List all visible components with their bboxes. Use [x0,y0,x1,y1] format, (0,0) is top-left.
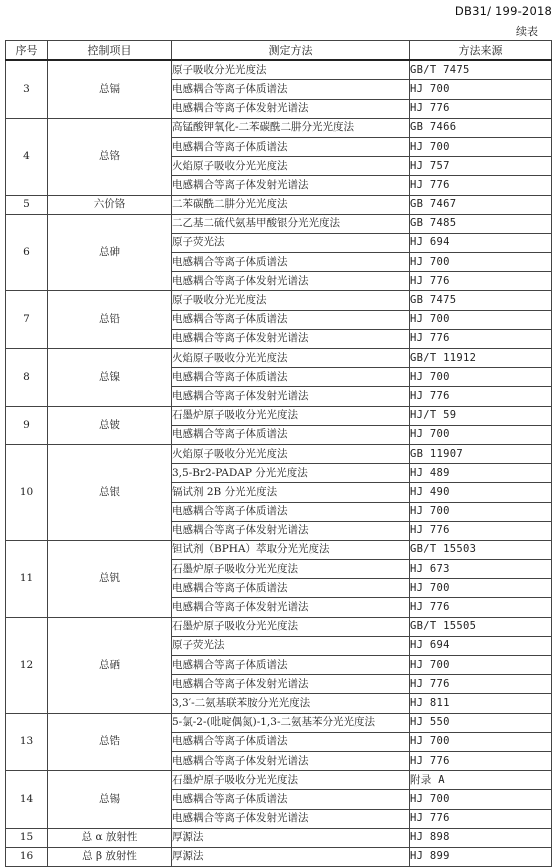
control-item: 总 β 放射性 [48,847,172,866]
method-cell: 高锰酸钾氧化-二苯碳酰二肼分光光度法 [172,118,410,137]
method-cell: 电感耦合等离子体质谱法 [172,579,410,598]
source-cell: HJ 700 [410,656,552,675]
source-cell: HJ 700 [410,80,552,99]
control-item: 总锆 [48,713,172,771]
methods-table [5,40,552,867]
source-cell: HJ 700 [410,368,552,387]
table-row [6,540,552,559]
header-method: 测定方法 [172,41,410,61]
source-cell: HJ 694 [410,233,552,252]
row-number: 8 [6,349,48,407]
control-item: 总铍 [48,406,172,444]
method-cell: 电感耦合等离子体质谱法 [172,253,410,272]
control-item: 总铬 [48,118,172,195]
row-number: 5 [6,195,48,214]
source-cell: GB/T 15505 [410,617,552,636]
method-cell: 原子荧光法 [172,233,410,252]
row-number: 14 [6,771,48,829]
source-cell: HJ 898 [410,828,552,847]
row-number: 16 [6,847,48,866]
method-cell: 电感耦合等离子体质谱法 [172,310,410,329]
source-cell: HJ 776 [410,809,552,828]
table-row [6,713,552,732]
method-cell: 电感耦合等离子体发射光谱法 [172,809,410,828]
row-number: 4 [6,118,48,195]
source-cell: HJ 776 [410,521,552,540]
method-cell: 钽试剂（BPHA）萃取分光光度法 [172,540,410,559]
header-no: 序号 [6,41,48,61]
control-item: 总镍 [48,349,172,407]
source-cell: GB 11907 [410,444,552,463]
source-cell: HJ 700 [410,425,552,444]
source-cell: HJ 700 [410,137,552,156]
method-cell: 石墨炉原子吸收分光光度法 [172,771,410,790]
table-header-row [6,41,552,61]
method-cell: 电感耦合等离子体发射光谱法 [172,598,410,617]
source-cell: HJ 700 [410,310,552,329]
method-cell: 厚源法 [172,828,410,847]
source-cell: HJ 700 [410,253,552,272]
source-cell: HJ 776 [410,675,552,694]
table-row [6,349,552,368]
source-cell: HJ 899 [410,847,552,866]
source-cell: GB 7467 [410,195,552,214]
method-cell: 原子荧光法 [172,636,410,655]
table-row [6,60,552,80]
method-cell: 电感耦合等离子体质谱法 [172,368,410,387]
table-row [6,214,552,233]
method-cell: 电感耦合等离子体质谱法 [172,80,410,99]
row-number: 13 [6,713,48,771]
method-cell: 厚源法 [172,847,410,866]
method-cell: 火焰原子吸收分光光度法 [172,349,410,368]
source-cell: HJ 776 [410,329,552,348]
source-cell: GB/T 7475 [410,60,552,80]
control-item: 六价铬 [48,195,172,214]
source-cell: GB 7475 [410,291,552,310]
source-cell: HJ 776 [410,387,552,406]
source-cell: HJ 700 [410,790,552,809]
method-cell: 电感耦合等离子体发射光谱法 [172,329,410,348]
method-cell: 石墨炉原子吸收分光光度法 [172,617,410,636]
source-cell: HJ 694 [410,636,552,655]
source-cell: HJ 811 [410,694,552,713]
document-code: DB31/ 199-2018 [454,4,552,18]
method-cell: 3,5-Br2-PADAP 分光光度法 [172,464,410,483]
source-cell: 附录 A [410,771,552,790]
source-cell: HJ 757 [410,157,552,176]
control-item: 总钒 [48,540,172,617]
control-item: 总硒 [48,617,172,713]
method-cell: 电感耦合等离子体发射光谱法 [172,387,410,406]
method-cell: 电感耦合等离子体质谱法 [172,502,410,521]
method-cell: 二苯碳酰二肼分光光度法 [172,195,410,214]
method-cell: 火焰原子吸收分光光度法 [172,444,410,463]
source-cell: GB/T 11912 [410,349,552,368]
method-cell: 火焰原子吸收分光光度法 [172,157,410,176]
header-source: 方法来源 [410,41,552,61]
source-cell: HJ 673 [410,560,552,579]
control-item: 总铅 [48,291,172,349]
row-number: 10 [6,444,48,540]
source-cell: HJ 776 [410,272,552,291]
table-body [6,60,552,866]
table-row [6,771,552,790]
method-cell: 5-氯-2-(吡啶偶氮)-1,3-二氨基苯分光光度法 [172,713,410,732]
row-number: 6 [6,214,48,291]
method-cell: 电感耦合等离子体发射光谱法 [172,751,410,770]
table-row [6,828,552,847]
source-cell: HJ 776 [410,598,552,617]
method-cell: 镉试剂 2B 分光光度法 [172,483,410,502]
source-cell: HJ 776 [410,751,552,770]
source-cell: HJ 776 [410,176,552,195]
row-number: 9 [6,406,48,444]
row-number: 3 [6,60,48,118]
table-row [6,444,552,463]
control-item: 总锡 [48,771,172,829]
row-number: 15 [6,828,48,847]
row-number: 11 [6,540,48,617]
source-cell: GB 7485 [410,214,552,233]
method-cell: 二乙基二硫代氨基甲酸银分光光度法 [172,214,410,233]
method-cell: 电感耦合等离子体发射光谱法 [172,272,410,291]
control-item: 总 α 放射性 [48,828,172,847]
table-row [6,617,552,636]
method-cell: 石墨炉原子吸收分光光度法 [172,560,410,579]
method-cell: 电感耦合等离子体发射光谱法 [172,176,410,195]
method-cell: 电感耦合等离子体质谱法 [172,732,410,751]
source-cell: HJ 776 [410,99,552,118]
header-control-item: 控制项目 [48,41,172,61]
row-number: 7 [6,291,48,349]
source-cell: HJ 550 [410,713,552,732]
source-cell: HJ 700 [410,732,552,751]
source-cell: HJ 700 [410,502,552,521]
table-row [6,195,552,214]
method-cell: 原子吸收分光光度法 [172,291,410,310]
row-number: 12 [6,617,48,713]
method-cell: 电感耦合等离子体发射光谱法 [172,521,410,540]
control-item: 总砷 [48,214,172,291]
control-item: 总镉 [48,60,172,118]
source-cell: GB 7466 [410,118,552,137]
method-cell: 电感耦合等离子体质谱法 [172,425,410,444]
table-row [6,118,552,137]
method-cell: 3,3′-二氨基联苯胺分光光度法 [172,694,410,713]
method-cell: 电感耦合等离子体发射光谱法 [172,99,410,118]
method-cell: 电感耦合等离子体质谱法 [172,656,410,675]
source-cell: HJ 700 [410,579,552,598]
continued-label: 续表 [516,25,538,38]
method-cell: 原子吸收分光光度法 [172,60,410,80]
source-cell: GB/T 15503 [410,540,552,559]
control-item: 总银 [48,444,172,540]
table-row [6,406,552,425]
source-cell: HJ 490 [410,483,552,502]
method-cell: 石墨炉原子吸收分光光度法 [172,406,410,425]
method-cell: 电感耦合等离子体质谱法 [172,790,410,809]
method-cell: 电感耦合等离子体发射光谱法 [172,675,410,694]
method-cell: 电感耦合等离子体质谱法 [172,137,410,156]
table-row [6,291,552,310]
source-cell: HJ 489 [410,464,552,483]
source-cell: HJ/T 59 [410,406,552,425]
